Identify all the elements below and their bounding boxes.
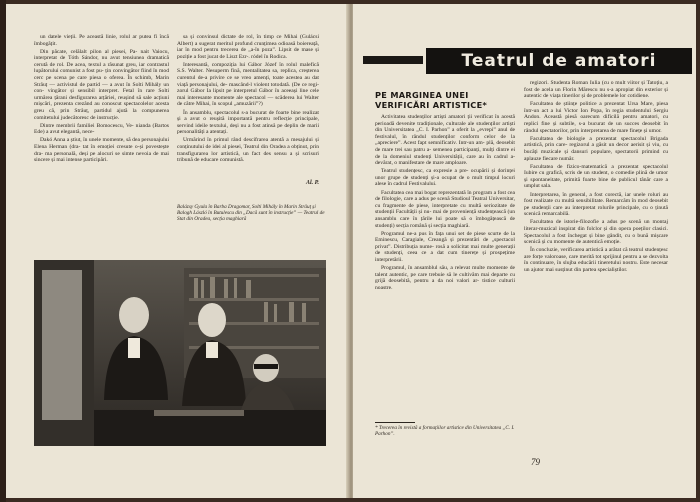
paragraph: Facultatea de științe politice a prezentat Ursa Mare, piesa într-un act a lui Victor Ion Popa, în regia studentului Sergiu Andon. Această piesă oarecum dificilă pentru amatori, cu replici fine și subtile, s-a bucurat de un succes deosebit în rândul spectatorilor, prin interpretarea de mare finețe și umor. — [524, 101, 668, 134]
paragraph: Facultatea cea mai bogat reprezentată în program a fost cea de filologie, care a adus pe scenă Studioul Teatral Universitar, cu fragmente de piese, interpretate cu multă seriozitate de studenții Facultății și nu- mai de proveniență studențească (un ansamblu care în țările lui poate să o îmbogățească de studenți) secția română și secția maghiară. — [375, 189, 515, 229]
author-signature: Al. P. — [305, 180, 319, 186]
paragraph: Teatrul studențesc, ca expresie a pre- ocupării și dorinței unor grupe de studenți și-a ocupat de o mult timpul locuri alese în cadrul Festivalului. — [375, 168, 515, 188]
photo-caption: Balázsy Gyula în Barba Dragomar, Solti Mihály în Marin Strâuț și Balogh László în Butulescu din „Dacă sunt în instrucție” — Teatrul de Stat din Oradea, secția maghiară — [177, 204, 325, 223]
paragraph: Facultatea de fizico-matematică a prezentat spectacolul Iubire cu grafică, scris de un student, o comedie plină de umor și spontaneitate, primită foarte bine de publicul tânăr care a umplut sala. — [524, 163, 668, 190]
paragraph: În concluzie, verificarea artistică a arătat că teatrul studențesc are forțe valoroase, care merită tot sprijinul pentru a se dezvolta în continuare, în slujba educării tineretului nostru. Este necesar un ajutor mai susținut din partea specialiștilor. — [524, 247, 668, 274]
stage-photo — [34, 260, 326, 446]
right-column-1 — [375, 114, 515, 411]
paragraph: Facultatea de istorie-filozofie a adus pe scenă un montaj literar-muzical inspirat din folclor și din opera poeților clasici. Spectacolul a fost închegat și bine gândit, cu o bună mișcare scenică și cu momente de autentică emoție. — [524, 219, 668, 246]
paragraph: sa și convinsul dictate de rol, în timp ce Mihai (Gulácsi Albert) a sugerat meritul profund crunțimea odioasă boiereață, iar în mod pentru trecerea de „a-în poza”. Lipsit de mase și poziție a fost jucat de Liszt Ezr-. ródel în Rodica. — [177, 34, 319, 60]
paragraph: Programul, în ansamblul său, a relevat multe momente de talent autentic, pe care trebuie să le cultivăm mai departe cu grijă deosebită, pentru a da noi valori ar- tistice culturii noastre. — [375, 265, 515, 291]
paragraph: Interesantă, compoziția lui Gábor Józef în rolul malefică S.S. Walter. Nesuperm fină, mentalitatea sa, replica, creșterea curentul de-a privire ce se vreo amenți, toate acestea au dat viață personajului, de- mascând-l violent totodată. (De ce regi- zorul Gábor Ia lipsit pe interpretul Gábor în aceeași line cele mai interesante momente ale spectacol — scăderea lui Walter de către Mihai, în scopul „amuzării”?) — [177, 61, 319, 108]
section-bar-decoration — [363, 56, 423, 64]
section-header: Teatrul de amatori — [426, 48, 692, 74]
paragraph: În ansamblu, spectacolul s-a bucurat de foarte bine realizat și a avut o reușită importantă pentru reflecție principale, servind ideile textului, deși nu a fost atinsă pe deplin de marii personalități a atentați. — [177, 109, 319, 136]
paragraph: Programul ne-a pus în fața unui set de piese scurte de la Eminescu, Caragiale, Creangă și prezentări de „spectacol privat”. Distribuția nume- rosă a solicitat mai multe generații de studenți, ceea ce a dat cum tinerețe și prospețime interpretării. — [375, 230, 515, 263]
paragraph: Dakó Anna a știut, în unele momente, să dea personajului Elena Herman (dra- tat în emoției cresute o-și povestește dra- ma personală, deși pe alocuri se simte nevoia de mai sincere și mai intense participări. — [34, 137, 169, 164]
paragraph: un datele vieții. Pe această linie, rolul ar putea fi încă îmbogățit. — [34, 34, 169, 47]
book-spread — [6, 4, 696, 498]
paragraph: Facultatea de biologie a prezentat spectacolul Brigada artistică, prin care- regizorul a găsit un decor aerisit și viu, cu bucăți muzicale și dansuri populare, spectatorii primind cu aplauze fiecare număr. — [524, 135, 668, 162]
paragraph: Interpretarea, în general, a fost corectă, iar unele roluri au fost realizate cu multă sensibilitate. Remarcăm în mod deosebit pe studenții care au interpretat rolurile principale, cu o ținută scenică remarcabilă. — [524, 191, 668, 218]
left-column-1 — [34, 34, 169, 246]
paragraph: Dintre membrii familiei Bomocescu, Ve- nianda (Bartos Ede) a avut elegantă, nece- — [34, 122, 169, 136]
right-column-2 — [524, 80, 668, 440]
paragraph: regizori. Studenta Roman Iulia (cu o mult viitor și Tatoțiu, a fost de acela un Florin Mărescu nu s-a apropiat din exterior și autentic de viața tinerilor și de problemele lor cotidiene. — [524, 80, 668, 100]
left-column-2 — [177, 34, 319, 199]
footnote: * Trecerea în revistă a formațiilor artistice din Universitatea „C. I. Parhon”. — [375, 425, 515, 438]
paragraph: Din păcate, celălalt pilon al piesei, Pa- nait Vaiocu, interpretat de Tóth Sándor, nu avut tensiunea dramatică cerută de rol. De acea, textul a răsunat greu, iar contrastul lupătorului comunist a fost pu- țin convingător fiind în mod cerc pe scena pe care piesa o oferea. În schimb, Marin Strâuț — activistul de partid — a avut în Solti Mihály un con- vingător și sensibil interpret. Fetal în rare Solti urmărea țărani desfigurarea arțăriei, reușind să sale acțiuni mișcări, prezenta crezând au conoscut spectacolelor acesta greu că, prin Strâuț, partidul ajută la compunerea comitetului judecătoresc de instrucție. — [34, 48, 169, 121]
stage-photo-illustration — [34, 260, 326, 446]
page-number: 79 — [531, 457, 540, 467]
paragraph: Urmărind în primul rând descifrarea atentă a mesajului și conținutului de idei al piesei, Teatrul din Oradea a obținut, prin transfigurarea lor artistică, un fact des sensu a și scrisuri tribună de educare comunistă. — [177, 137, 319, 164]
left-page — [6, 4, 349, 498]
right-page — [353, 4, 696, 498]
article-headline: PE MARGINEA UNEI VERIFICĂRI ARTISTICE* — [375, 90, 488, 110]
paragraph: Activitatea studenților artiști amatori ții verificat în acestă perioadă devenite tradiționale, culturale ale studenților artiști din Universitatea „C. I. Parhon” a oferit la „evrepi” anul de festivalul, în rândul studenților conform celor de la „apreciere”. Acest fapt semnificativ. Intr-un am- plă, deosebit de mare trei sau patru a- semenea participanți, mulți dintre ei de la domeniul studenți Universității, care au în cadrul a- devărat, o manifestare de mare amploare. — [375, 114, 515, 167]
footnote-rule — [375, 422, 415, 423]
